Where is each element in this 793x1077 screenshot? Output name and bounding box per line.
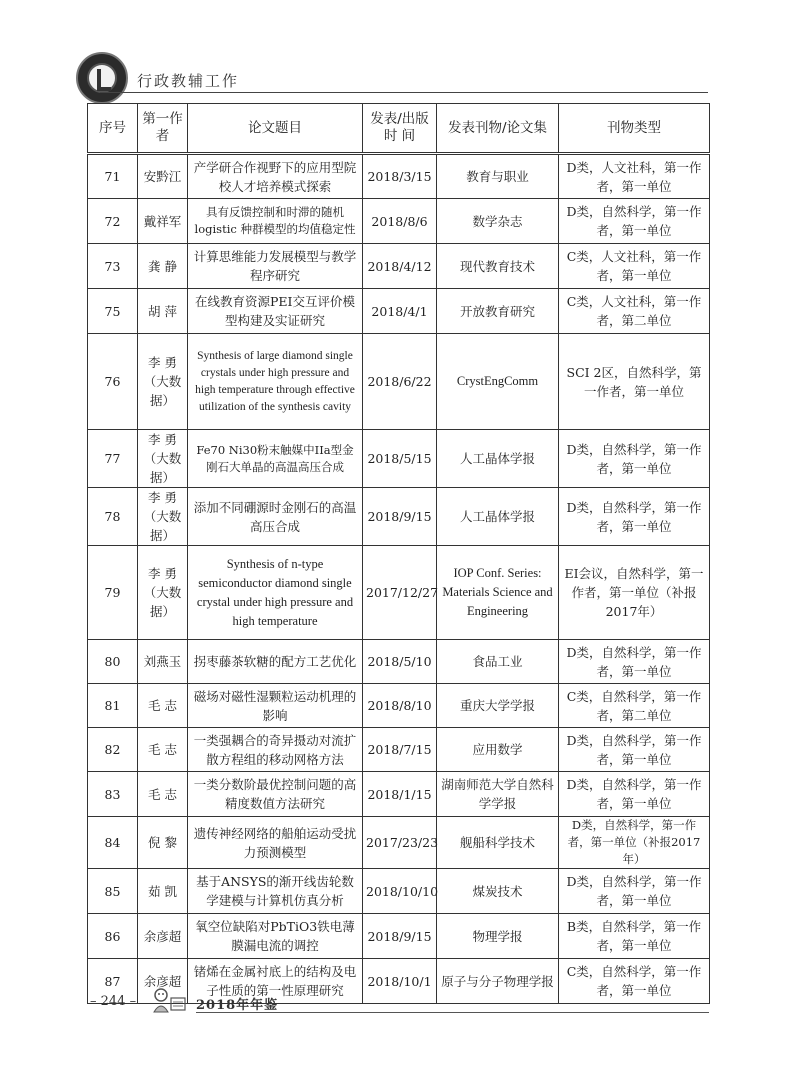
table-row <box>88 684 710 728</box>
cell-type: C类，人文社科，第一作者，第一单位 <box>559 244 710 289</box>
cell-author: 李 勇（大数据） <box>138 430 188 488</box>
cell-author: 龚 静 <box>138 244 188 289</box>
cell-type: B类，自然科学，第一作者，第一单位 <box>559 914 710 959</box>
cell-no: 84 <box>88 817 138 869</box>
cell-journal: 煤炭技术 <box>437 869 559 914</box>
cell-date: 2018/8/10 <box>363 684 437 728</box>
table-row <box>88 199 710 244</box>
table-row <box>88 817 710 869</box>
cell-date: 2018/5/10 <box>363 640 437 684</box>
cell-title: 在线教育资源PEI交互评价模型构建及实证研究 <box>188 289 363 334</box>
cell-title: Synthesis of n-type semiconductor diamond single crystal under high pressure and high temperature <box>188 546 363 640</box>
table-row <box>88 244 710 289</box>
cell-journal: 原子与分子物理学报 <box>437 959 559 1004</box>
footer-divider <box>196 1012 709 1013</box>
cell-title: 拐枣藤茶软糖的配方工艺优化 <box>188 640 363 684</box>
cell-author: 毛 志 <box>138 772 188 817</box>
mascot-icon <box>149 986 189 1014</box>
cell-journal: 食品工业 <box>437 640 559 684</box>
cell-type: D类，自然科学，第一作者，第一单位 <box>559 430 710 488</box>
cell-journal: CrystEngComm <box>437 334 559 430</box>
header-type: 刊物类型 <box>559 104 710 154</box>
cell-no: 87 <box>88 959 138 1004</box>
cell-journal: 教育与职业 <box>437 154 559 199</box>
cell-type: SCI 2区，自然科学，第一作者，第一单位 <box>559 334 710 430</box>
cell-title: 一类分数阶最优控制问题的高精度数值方法研究 <box>188 772 363 817</box>
cell-no: 82 <box>88 728 138 772</box>
cell-author: 刘燕玉 <box>138 640 188 684</box>
header-no: 序号 <box>88 104 138 154</box>
cell-type: D类，人文社科，第一作者，第一单位 <box>559 154 710 199</box>
cell-journal: 重庆大学学报 <box>437 684 559 728</box>
cell-no: 79 <box>88 546 138 640</box>
cell-author: 余彦超 <box>138 959 188 1004</box>
cell-journal: 人工晶体学报 <box>437 430 559 488</box>
cell-journal: IOP Conf. Series: Materials Science and Engineering <box>437 546 559 640</box>
cell-type: D类，自然科学，第一作者，第一单位（补报2017年） <box>559 817 710 869</box>
cell-date: 2018/9/15 <box>363 914 437 959</box>
table-row <box>88 289 710 334</box>
cell-no: 77 <box>88 430 138 488</box>
cell-title: 氧空位缺陷对PbTiO3铁电薄膜漏电流的调控 <box>188 914 363 959</box>
cell-author: 毛 志 <box>138 728 188 772</box>
cell-type: C类，自然科学，第一作者，第一单位 <box>559 959 710 1004</box>
cell-author: 安黔江 <box>138 154 188 199</box>
section-title: 行政教辅工作 <box>137 72 240 90</box>
cell-type: D类，自然科学，第一作者，第一单位 <box>559 640 710 684</box>
cell-date: 2017/12/27 <box>363 546 437 640</box>
cell-journal: 人工晶体学报 <box>437 488 559 546</box>
cell-date: 2018/6/22 <box>363 334 437 430</box>
cell-no: 72 <box>88 199 138 244</box>
cell-no: 80 <box>88 640 138 684</box>
cell-date: 2018/7/15 <box>363 728 437 772</box>
cell-journal: 现代教育技术 <box>437 244 559 289</box>
header-author: 第一作者 <box>138 104 188 154</box>
cell-title: 具有反馈控制和时滞的随机logistic 种群模型的均值稳定性 <box>188 199 363 244</box>
cell-title: 基于ANSYS的渐开线齿轮数学建模与计算机仿真分析 <box>188 869 363 914</box>
cell-date: 2018/10/10 <box>363 869 437 914</box>
cell-journal: 开放教育研究 <box>437 289 559 334</box>
cell-type: D类，自然科学，第一作者，第一单位 <box>559 869 710 914</box>
cell-journal: 湖南师范大学自然科学学报 <box>437 772 559 817</box>
cell-date: 2018/4/1 <box>363 289 437 334</box>
cell-title: 锗烯在金属衬底上的结构及电子性质的第一性原理研究 <box>188 959 363 1004</box>
cell-type: D类，自然科学，第一作者，第一单位 <box>559 488 710 546</box>
cell-title: Fe70 Ni30粉末触媒中IIa型金刚石大单晶的高温高压合成 <box>188 430 363 488</box>
cell-type: D类，自然科学，第一作者，第一单位 <box>559 728 710 772</box>
table-row <box>88 869 710 914</box>
cell-title: 计算思维能力发展模型与教学程序研究 <box>188 244 363 289</box>
cell-date: 2017/23/23 <box>363 817 437 869</box>
papers-table <box>87 103 710 1004</box>
cell-no: 86 <box>88 914 138 959</box>
cell-author: 茹 凯 <box>138 869 188 914</box>
cell-no: 85 <box>88 869 138 914</box>
table-row <box>88 546 710 640</box>
table-row <box>88 640 710 684</box>
cell-journal: 舰船科学技术 <box>437 817 559 869</box>
header-date: 发表/出版时 间 <box>363 104 437 154</box>
cell-author: 李 勇（大数据） <box>138 488 188 546</box>
cell-date: 2018/4/12 <box>363 244 437 289</box>
cell-no: 78 <box>88 488 138 546</box>
cell-author: 李 勇（大数据） <box>138 334 188 430</box>
table-row <box>88 488 710 546</box>
cell-type: C类，自然科学，第一作者，第二单位 <box>559 684 710 728</box>
cell-type: EI会议，自然科学，第一作者，第一单位（补报2017年） <box>559 546 710 640</box>
yearbook-title: 2018年年鉴 <box>196 998 279 1013</box>
header-divider <box>100 92 708 93</box>
table-row <box>88 334 710 430</box>
cell-type: D类，自然科学，第一作者，第一单位 <box>559 199 710 244</box>
table-row <box>88 728 710 772</box>
university-logo <box>76 52 128 104</box>
cell-title: 一类强耦合的奇异摄动对流扩散方程组的移动网格方法 <box>188 728 363 772</box>
cell-date: 2018/10/1 <box>363 959 437 1004</box>
cell-date: 2018/1/15 <box>363 772 437 817</box>
cell-title: 磁场对磁性湿颗粒运动机理的影响 <box>188 684 363 728</box>
cell-no: 76 <box>88 334 138 430</box>
table-row <box>88 430 710 488</box>
cell-date: 2018/8/6 <box>363 199 437 244</box>
cell-type: D类，自然科学，第一作者，第一单位 <box>559 772 710 817</box>
cell-title: 添加不同硼源时金刚石的高温高压合成 <box>188 488 363 546</box>
cell-journal: 数学杂志 <box>437 199 559 244</box>
cell-type: C类，人文社科，第一作者，第二单位 <box>559 289 710 334</box>
cell-date: 2018/9/15 <box>363 488 437 546</box>
cell-journal: 应用数学 <box>437 728 559 772</box>
cell-author: 余彦超 <box>138 914 188 959</box>
table-row <box>88 154 710 199</box>
header-journal: 发表刊物/论文集 <box>437 104 559 154</box>
table-row <box>88 772 710 817</box>
cell-title: Synthesis of large diamond single crystals under high pressure and high temperature through effective utilization of the synthesis cavity <box>188 334 363 430</box>
cell-author: 李 勇（大数据） <box>138 546 188 640</box>
table-row <box>88 914 710 959</box>
header-title: 论文题目 <box>188 104 363 154</box>
cell-journal: 物理学报 <box>437 914 559 959</box>
cell-no: 73 <box>88 244 138 289</box>
table-header-row <box>88 104 710 154</box>
cell-no: 71 <box>88 154 138 199</box>
cell-no: 83 <box>88 772 138 817</box>
cell-author: 毛 志 <box>138 684 188 728</box>
cell-author: 胡 萍 <box>138 289 188 334</box>
cell-author: 戴祥军 <box>138 199 188 244</box>
page-number: – 244 – <box>90 994 137 1009</box>
cell-title: 产学研合作视野下的应用型院校人才培养模式探索 <box>188 154 363 199</box>
cell-title: 遗传神经网络的船舶运动受扰力预测模型 <box>188 817 363 869</box>
cell-date: 2018/5/15 <box>363 430 437 488</box>
cell-no: 81 <box>88 684 138 728</box>
cell-no: 75 <box>88 289 138 334</box>
cell-author: 倪 黎 <box>138 817 188 869</box>
cell-date: 2018/3/15 <box>363 154 437 199</box>
